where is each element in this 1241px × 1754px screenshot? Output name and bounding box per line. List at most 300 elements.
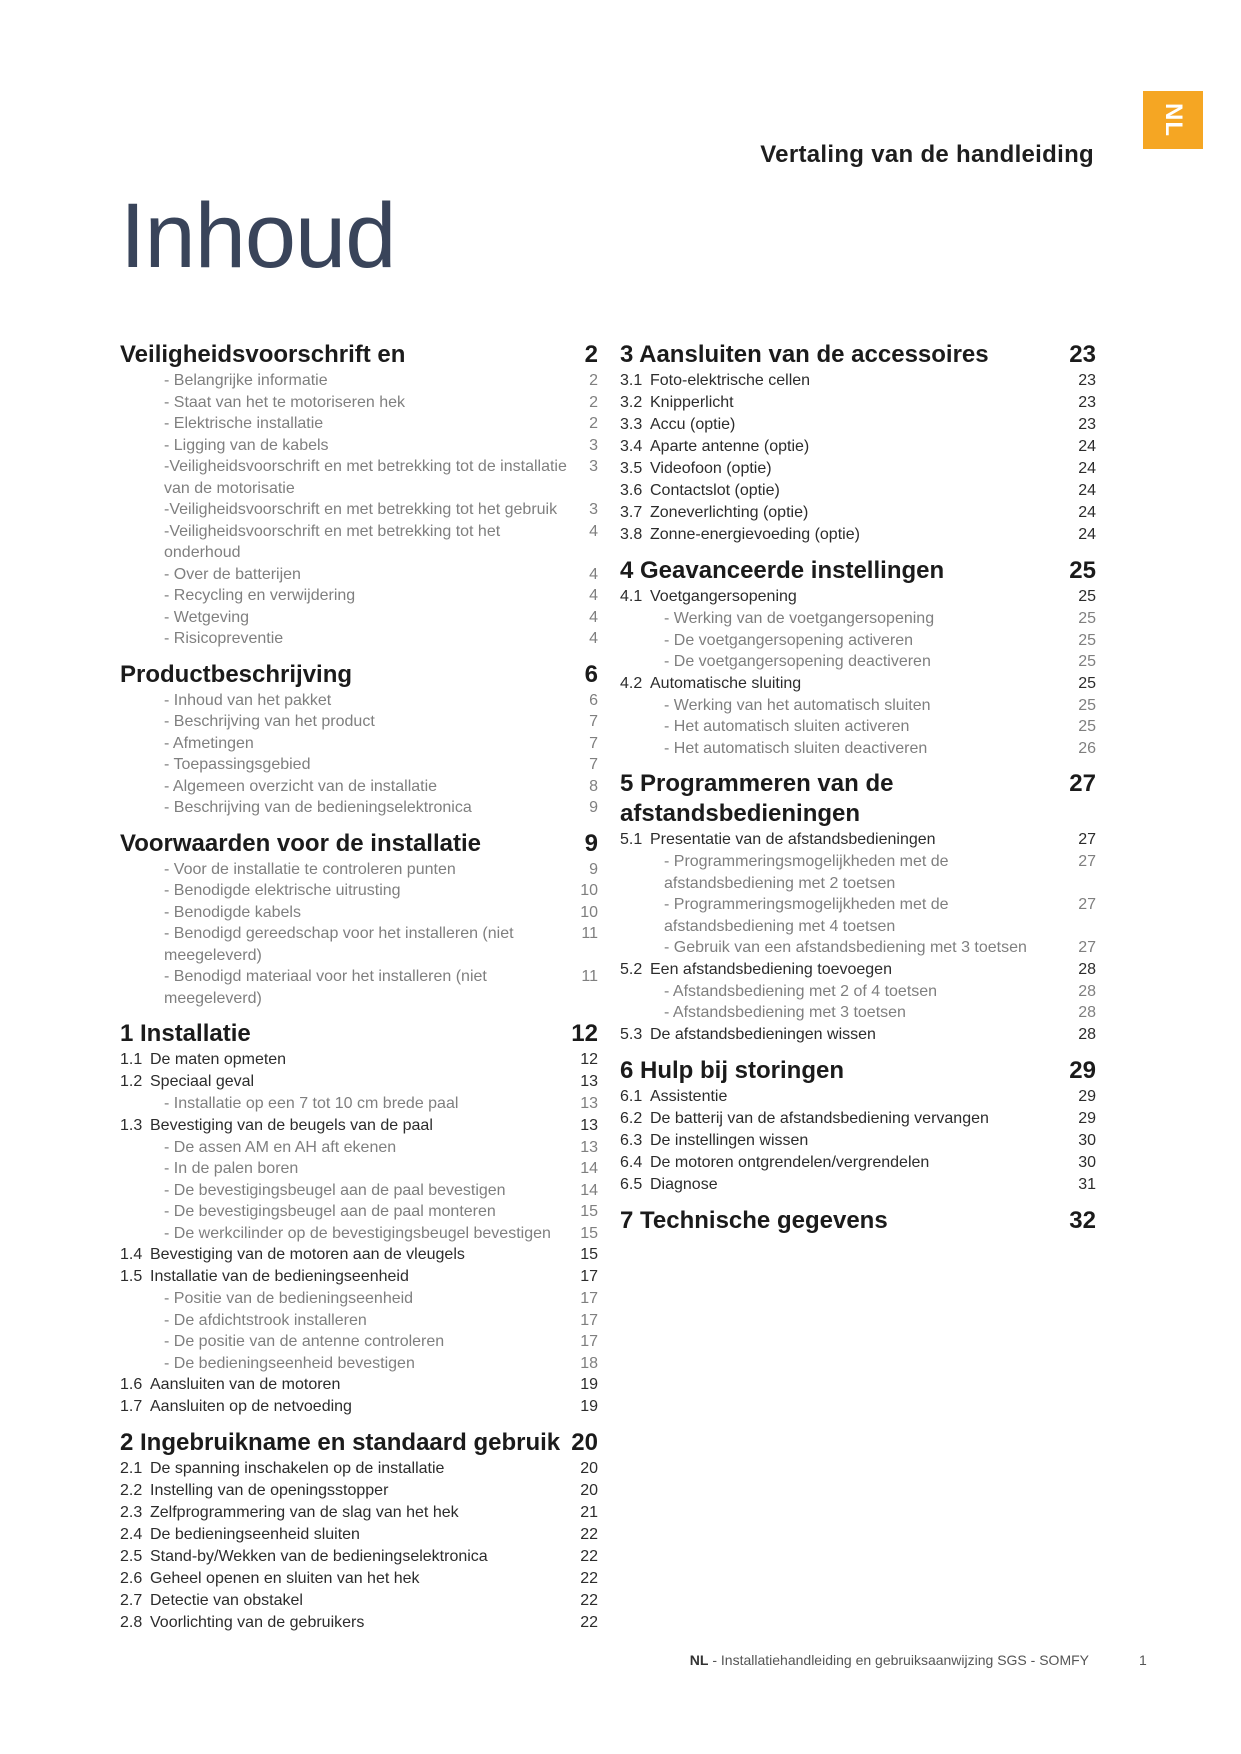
entry-page: 24 [1078, 482, 1096, 499]
entry-number: 2.1 [120, 1460, 143, 1477]
section-heading[interactable] [620, 1206, 1096, 1236]
toc-section[interactable] [120, 1019, 598, 1418]
toc-entry[interactable] [120, 1374, 598, 1396]
toc-subentry[interactable] [120, 859, 598, 881]
entry-title: De bedieningseenheid sluiten [150, 1526, 360, 1543]
toc-subentry[interactable] [120, 776, 598, 798]
entry-page: 22 [580, 1570, 598, 1587]
subentry-title: - De bevestigingsbeugel aan de paal bevestigen [164, 1181, 506, 1199]
toc-subentry[interactable] [120, 392, 598, 414]
subentry-title: - De afdichtstrook installeren [164, 1311, 367, 1329]
toc-entry[interactable] [620, 1152, 1096, 1174]
entry-number: 6.1 [620, 1087, 643, 1105]
subentry-page: 11 [581, 968, 598, 985]
subentry-page: 10 [580, 882, 598, 899]
entry-page: 24 [1078, 460, 1096, 477]
toc-section[interactable] [620, 1206, 1096, 1236]
toc-entry[interactable] [120, 1244, 598, 1266]
entry-number: 1.2 [120, 1073, 143, 1090]
toc-entry[interactable] [620, 436, 1096, 458]
entry-title: Videofoon (optie) [650, 460, 772, 477]
toc-subentry[interactable] [620, 894, 1096, 937]
entry-title: De motoren ontgrendelen/vergrendelen [650, 1153, 930, 1171]
subentry-page: 2 [589, 393, 598, 411]
section-page: 20 [571, 1429, 598, 1456]
toc-entry[interactable] [620, 1024, 1096, 1046]
subentry-title: - Voor de installatie te controleren punten [164, 860, 456, 878]
subentry-page: 9 [589, 799, 598, 816]
toc-subentry[interactable] [120, 607, 598, 629]
toc-entry[interactable] [620, 458, 1096, 480]
subentry-title: - Inhoud van het pakket [164, 691, 332, 709]
toc-entry[interactable] [120, 1458, 598, 1480]
subentry-title: - Risicopreventie [164, 630, 284, 647]
toc-entry[interactable] [620, 524, 1096, 546]
toc-subentry[interactable] [620, 1002, 1096, 1024]
toc-entry[interactable] [620, 1108, 1096, 1130]
toc-entry[interactable] [120, 1049, 598, 1071]
toc-subentry[interactable] [120, 880, 598, 902]
section-page: 6 [584, 660, 598, 688]
subentry-page: 8 [589, 777, 598, 795]
subentry-title: - Benodigd gereedschap voor het installeren (niet meegeleverd) [164, 925, 514, 964]
toc-subentry[interactable] [120, 521, 598, 564]
entry-title: Bevestiging van de beugels van de paal [150, 1116, 433, 1134]
toc-entry[interactable] [120, 1502, 598, 1524]
entry-number: 5.2 [620, 960, 643, 978]
subentry-page: 27 [1078, 896, 1096, 913]
entry-page: 23 [1078, 416, 1096, 433]
subentry-page: 3 [589, 436, 598, 454]
entry-number: 1.5 [120, 1268, 143, 1285]
toc-subentry[interactable] [620, 738, 1096, 760]
entry-page: 20 [580, 1482, 598, 1499]
entry-number: 2.5 [120, 1548, 143, 1565]
section-heading[interactable] [120, 660, 598, 690]
section-title: Veiligheidsvoorschrift en [120, 341, 406, 368]
toc-subentry[interactable] [120, 733, 598, 755]
subentry-title: - De voetgangersopening deactiveren [664, 653, 931, 670]
toc-subentry[interactable] [620, 716, 1096, 738]
subentry-page: 25 [1078, 610, 1096, 627]
subentry-page: 27 [1078, 853, 1096, 870]
toc-subentry[interactable] [120, 1223, 598, 1245]
section-heading[interactable] [120, 1019, 598, 1049]
section-title: 6 Hulp bij storingen [620, 1056, 845, 1084]
entry-title: Zonne-energievoeding (optie) [650, 526, 860, 543]
entry-number: 3.2 [620, 394, 643, 411]
section-heading[interactable] [120, 829, 598, 859]
subentry-title: - Ligging van de kabels [164, 436, 329, 454]
entry-title: Knipperlicht [650, 394, 734, 411]
entry-title: De maten opmeten [150, 1051, 287, 1068]
subentry-title: - Toepassingsgebied [164, 756, 311, 773]
subentry-page: 18 [580, 1354, 598, 1372]
entry-page: 28 [1078, 960, 1096, 978]
entry-title: Zoneverlichting (optie) [650, 504, 809, 521]
entry-page: 25 [1078, 674, 1096, 692]
toc-entry[interactable] [620, 1130, 1096, 1152]
entry-page: 20 [580, 1460, 598, 1477]
toc-subentry[interactable] [120, 1158, 598, 1180]
toc-subentry[interactable] [120, 370, 598, 392]
entry-title: Een afstandsbediening toevoegen [650, 960, 892, 978]
toc-section[interactable] [620, 556, 1096, 759]
toc-subentry[interactable] [120, 1310, 598, 1332]
toc-column-left [120, 340, 598, 1634]
entry-title: Assistentie [650, 1087, 728, 1105]
toc-subentry[interactable] [120, 1353, 598, 1375]
section-title: 2 Ingebruikname en standaard gebruik [120, 1429, 561, 1456]
entry-page: 24 [1078, 438, 1096, 455]
toc-subentry[interactable] [120, 754, 598, 776]
entry-number: 5.3 [620, 1025, 643, 1043]
toc-section[interactable] [120, 1428, 598, 1634]
subentry-title: - Programmeringsmogelijkheden met de afstandsbediening met 2 toetsen [664, 853, 949, 892]
entry-title: Presentatie van de afstandsbedieningen [650, 831, 936, 848]
toc-subentry[interactable] [120, 711, 598, 733]
entry-title: Installatie van de bedieningseenheid [150, 1268, 409, 1285]
entry-page: 12 [580, 1051, 598, 1068]
entry-title: De instellingen wissen [650, 1131, 809, 1149]
entry-title: Stand-by/Wekken van de bedieningselektronica [150, 1548, 488, 1565]
subentry-title: -Veiligheidsvoorschrift en met betrekking tot het onderhoud [164, 522, 501, 561]
section-page: 32 [1069, 1206, 1096, 1234]
section-page: 25 [1069, 557, 1096, 584]
toc-subentry[interactable] [620, 937, 1096, 959]
toc-subentry[interactable] [120, 1288, 598, 1310]
subentry-title: - In de palen boren [164, 1160, 299, 1177]
section-title: 3 Aansluiten van de accessoires [620, 341, 989, 368]
toc-subentry[interactable] [620, 695, 1096, 717]
subentry-page: 28 [1078, 982, 1096, 1000]
subentry-page: 25 [1078, 696, 1096, 714]
entry-page: 17 [580, 1268, 598, 1285]
entry-title: Bevestiging van de motoren aan de vleugels [150, 1246, 465, 1263]
entry-number: 6.2 [620, 1109, 643, 1127]
entry-page: 23 [1078, 394, 1096, 411]
subentry-title: - Wetgeving [164, 608, 250, 626]
toc-entry[interactable] [120, 1590, 598, 1612]
toc-subentry[interactable] [120, 435, 598, 457]
entry-title: De spanning inschakelen op de installatie [150, 1460, 445, 1477]
entry-number: 4.1 [620, 588, 643, 605]
subentry-title: - Staat van het te motoriseren hek [164, 393, 406, 411]
toc-entry[interactable] [620, 586, 1096, 608]
subentry-page: 27 [1078, 939, 1096, 956]
section-heading[interactable] [620, 556, 1096, 586]
subentry-page: 11 [581, 925, 598, 942]
section-title: 4 Geavanceerde instellingen [620, 557, 945, 584]
subentry-title: - De werkcilinder op de bevestigingsbeugel bevestigen [164, 1224, 551, 1242]
toc-entry[interactable] [620, 1086, 1096, 1108]
subentry-page: 2 [589, 415, 598, 432]
subentry-title: -Veiligheidsvoorschrift en met betrekking tot het gebruik [164, 501, 558, 518]
toc-subentry[interactable] [120, 966, 598, 1009]
entry-title: Diagnose [650, 1175, 718, 1193]
entry-page: 13 [580, 1116, 598, 1134]
section-page: 27 [1069, 770, 1096, 797]
toc-entry[interactable] [620, 480, 1096, 502]
subentry-title: - Gebruik van een afstandsbediening met 3 toetsen [664, 939, 1027, 956]
entry-title: Voorlichting van de gebruikers [150, 1614, 365, 1631]
subentry-page: 4 [589, 587, 598, 604]
entry-page: 19 [580, 1398, 598, 1415]
subentry-page: 9 [589, 860, 598, 878]
subentry-title: - Programmeringsmogelijkheden met de afstandsbediening met 4 toetsen [664, 896, 949, 935]
subentry-title: - Werking van de voetgangersopening [664, 610, 935, 627]
section-page: 23 [1069, 341, 1096, 368]
page-number: 1 [1139, 1652, 1147, 1668]
section-heading[interactable] [120, 340, 598, 370]
entry-page: 22 [580, 1592, 598, 1609]
page-heading: Inhoud [120, 185, 396, 287]
subentry-page: 15 [580, 1203, 598, 1220]
toc-entry[interactable] [620, 370, 1096, 392]
entry-page: 22 [580, 1614, 598, 1631]
toc-section[interactable] [620, 1056, 1096, 1196]
entry-number: 3.4 [620, 438, 643, 455]
subentry-title: - Het automatisch sluiten activeren [664, 718, 910, 735]
subentry-title: - De voetgangersopening activeren [664, 631, 914, 649]
toc-entry[interactable] [120, 1396, 598, 1418]
entry-page: 29 [1078, 1109, 1096, 1127]
toc-subentry[interactable] [120, 1093, 598, 1115]
subentry-page: 3 [589, 458, 598, 475]
toc-entry[interactable] [620, 414, 1096, 436]
entry-title: Instelling van de openingsstopper [150, 1482, 389, 1499]
entry-title: De batterij van de afstandsbediening vervangen [650, 1109, 989, 1127]
entry-page: 19 [580, 1376, 598, 1393]
toc-entry[interactable] [620, 959, 1096, 981]
toc-entry[interactable] [620, 673, 1096, 695]
entry-page: 30 [1078, 1153, 1096, 1171]
footer [690, 1652, 1089, 1668]
entry-title: Speciaal geval [150, 1073, 255, 1090]
toc-subentry[interactable] [620, 981, 1096, 1003]
subentry-title: - Benodigde kabels [164, 903, 301, 921]
entry-number: 1.1 [120, 1051, 143, 1068]
entry-number: 1.7 [120, 1398, 143, 1415]
entry-page: 25 [1078, 588, 1096, 605]
section-page: 2 [584, 341, 598, 368]
toc-subentry[interactable] [120, 1201, 598, 1223]
section-title: 1 Installatie [120, 1020, 251, 1047]
toc-subentry[interactable] [120, 1180, 598, 1202]
language-tab [1143, 91, 1203, 149]
toc-subentry[interactable] [620, 630, 1096, 652]
toc-subentry[interactable] [120, 1137, 598, 1159]
subentry-title: - Installatie op een 7 tot 10 cm brede paal [164, 1095, 459, 1112]
subentry-title: - Afstandsbediening met 3 toetsen [664, 1004, 906, 1021]
entry-page: 27 [1078, 831, 1096, 848]
toc-entry[interactable] [120, 1568, 598, 1590]
toc-section[interactable] [120, 660, 598, 819]
subentry-page: 25 [1078, 631, 1096, 649]
subentry-page: 17 [580, 1290, 598, 1307]
toc-entry[interactable] [120, 1480, 598, 1502]
entry-number: 2.4 [120, 1526, 143, 1543]
section-heading[interactable] [620, 769, 1096, 829]
entry-page: 28 [1078, 1025, 1096, 1043]
toc-section[interactable] [120, 340, 598, 650]
entry-number: 3.5 [620, 460, 643, 477]
footer-text: - Installatiehandleiding en gebruiksaanwijzing SGS - SOMFY [708, 1652, 1089, 1668]
entry-page: 21 [580, 1504, 598, 1521]
subentry-page: 13 [580, 1138, 598, 1156]
subentry-title: - Benodigd materiaal voor het installeren (niet meegeleverd) [164, 968, 487, 1007]
subentry-page: 14 [580, 1181, 598, 1199]
entry-page: 23 [1078, 372, 1096, 389]
entry-number: 3.8 [620, 526, 643, 543]
entry-page: 24 [1078, 504, 1096, 521]
entry-page: 24 [1078, 526, 1096, 543]
toc-subentry[interactable] [120, 456, 598, 499]
toc-column-right [620, 340, 1096, 1236]
entry-number: 6.5 [620, 1175, 643, 1193]
toc-subentry[interactable] [120, 1331, 598, 1353]
subentry-title: - Afmetingen [164, 734, 254, 752]
entry-page: 13 [580, 1073, 598, 1090]
entry-number: 3.7 [620, 504, 643, 521]
toc-subentry[interactable] [120, 690, 598, 712]
subentry-page: 7 [589, 756, 598, 773]
entry-title: Aparte antenne (optie) [650, 438, 810, 455]
entry-number: 6.3 [620, 1131, 643, 1149]
subentry-page: 26 [1078, 739, 1096, 757]
entry-number: 6.4 [620, 1153, 643, 1171]
subentry-page: 7 [589, 734, 598, 752]
section-page: 9 [584, 829, 598, 857]
subentry-page: 14 [580, 1160, 598, 1177]
entry-title: Contactslot (optie) [650, 482, 780, 499]
subentry-title: - Benodigde elektrische uitrusting [164, 882, 401, 899]
subentry-page: 3 [589, 501, 598, 518]
entry-page: 30 [1078, 1131, 1096, 1149]
section-title: 5 Programmeren van de afstandsbedieningen [620, 770, 894, 827]
toc-subentry[interactable] [120, 585, 598, 607]
entry-page: 22 [580, 1526, 598, 1543]
toc-entry[interactable] [620, 829, 1096, 851]
toc-section[interactable] [620, 340, 1096, 546]
header-title: Vertaling van de handleiding [760, 141, 1094, 168]
toc-entry[interactable] [120, 1546, 598, 1568]
entry-title: Detectie van obstakel [150, 1592, 303, 1609]
entry-title: Zelfprogrammering van de slag van het hek [150, 1504, 459, 1521]
entry-number: 1.6 [120, 1376, 143, 1393]
subentry-page: 4 [589, 630, 598, 647]
subentry-title: - Afstandsbediening met 2 of 4 toetsen [664, 982, 938, 1000]
subentry-title: - De positie van de antenne controleren [164, 1333, 445, 1350]
subentry-title: - Positie van de bedieningseenheid [164, 1290, 414, 1307]
subentry-title: - De assen AM en AH aft ekenen [164, 1138, 397, 1156]
toc-entry[interactable] [620, 1174, 1096, 1196]
entry-title: Automatische sluiting [650, 674, 802, 692]
toc-subentry[interactable] [120, 628, 598, 650]
subentry-page: 15 [580, 1224, 598, 1242]
subentry-page: 13 [580, 1095, 598, 1112]
toc-entry[interactable] [120, 1524, 598, 1546]
entry-number: 2.8 [120, 1614, 143, 1631]
entry-title: Geheel openen en sluiten van het hek [150, 1570, 420, 1587]
subentry-title: - Algemeen overzicht van de installatie [164, 777, 438, 795]
subentry-title: - Beschrijving van het product [164, 713, 375, 730]
toc-subentry[interactable] [620, 651, 1096, 673]
section-heading[interactable] [120, 1428, 598, 1458]
subentry-title: - Elektrische installatie [164, 415, 324, 432]
section-heading[interactable] [620, 340, 1096, 370]
subentry-title: -Veiligheidsvoorschrift en met betrekking tot de installatie van de motorisatie [164, 458, 567, 497]
toc-subentry[interactable] [120, 797, 598, 819]
subentry-page: 4 [589, 522, 598, 540]
subentry-page: 25 [1078, 653, 1096, 670]
toc-entry[interactable] [120, 1266, 598, 1288]
section-title: Voorwaarden voor de installatie [120, 829, 481, 857]
entry-number: 2.3 [120, 1504, 143, 1521]
entry-number: 1.4 [120, 1246, 143, 1263]
subentry-title: - Recycling en verwijdering [164, 587, 356, 604]
section-heading[interactable] [620, 1056, 1096, 1086]
entry-number: 3.3 [620, 416, 643, 433]
subentry-page: 4 [589, 565, 598, 583]
subentry-title: - Het automatisch sluiten deactiveren [664, 739, 928, 757]
toc-subentry[interactable] [120, 902, 598, 924]
toc-entry[interactable] [620, 392, 1096, 414]
toc-subentry[interactable] [620, 851, 1096, 894]
subentry-page: 7 [589, 713, 598, 730]
subentry-title: - De bevestigingsbeugel aan de paal monteren [164, 1203, 496, 1220]
subentry-page: 4 [589, 608, 598, 626]
toc-entry[interactable] [120, 1071, 598, 1093]
entry-number: 5.1 [620, 831, 643, 848]
subentry-title: - Werking van het automatisch sluiten [664, 696, 931, 714]
subentry-page: 10 [580, 903, 598, 921]
entry-number: 2.7 [120, 1592, 143, 1609]
entry-title: Accu (optie) [650, 416, 736, 433]
subentry-page: 17 [580, 1333, 598, 1350]
toc-subentry[interactable] [120, 499, 598, 521]
subentry-title: - Over de batterijen [164, 565, 301, 583]
subentry-title: - De bedieningseenheid bevestigen [164, 1354, 415, 1372]
entry-title: Voetgangersopening [650, 588, 797, 605]
toc-subentry[interactable] [620, 608, 1096, 630]
subentry-page: 25 [1078, 718, 1096, 735]
language-tab-label: NL [1160, 103, 1187, 137]
toc-section[interactable] [120, 829, 598, 1010]
toc-subentry[interactable] [120, 923, 598, 966]
subentry-page: 2 [589, 372, 598, 389]
toc-subentry[interactable] [120, 413, 598, 435]
entry-title: De afstandsbedieningen wissen [650, 1025, 876, 1043]
toc-entry[interactable] [620, 502, 1096, 524]
section-title: Productbeschrijving [120, 660, 353, 688]
toc-entry[interactable] [120, 1115, 598, 1137]
subentry-page: 6 [589, 691, 598, 709]
entry-title: Aansluiten van de motoren [150, 1376, 341, 1393]
entry-number: 4.2 [620, 674, 643, 692]
entry-page: 31 [1078, 1175, 1096, 1193]
section-page: 29 [1069, 1056, 1096, 1084]
toc-entry[interactable] [120, 1612, 598, 1634]
entry-number: 1.3 [120, 1116, 143, 1134]
toc-section[interactable] [620, 769, 1096, 1046]
entry-number: 3.1 [620, 372, 643, 389]
subentry-title: - Belangrijke informatie [164, 372, 328, 389]
entry-title: Foto-elektrische cellen [650, 372, 811, 389]
entry-page: 22 [580, 1548, 598, 1565]
entry-number: 2.2 [120, 1482, 143, 1499]
toc-subentry[interactable] [120, 564, 598, 586]
